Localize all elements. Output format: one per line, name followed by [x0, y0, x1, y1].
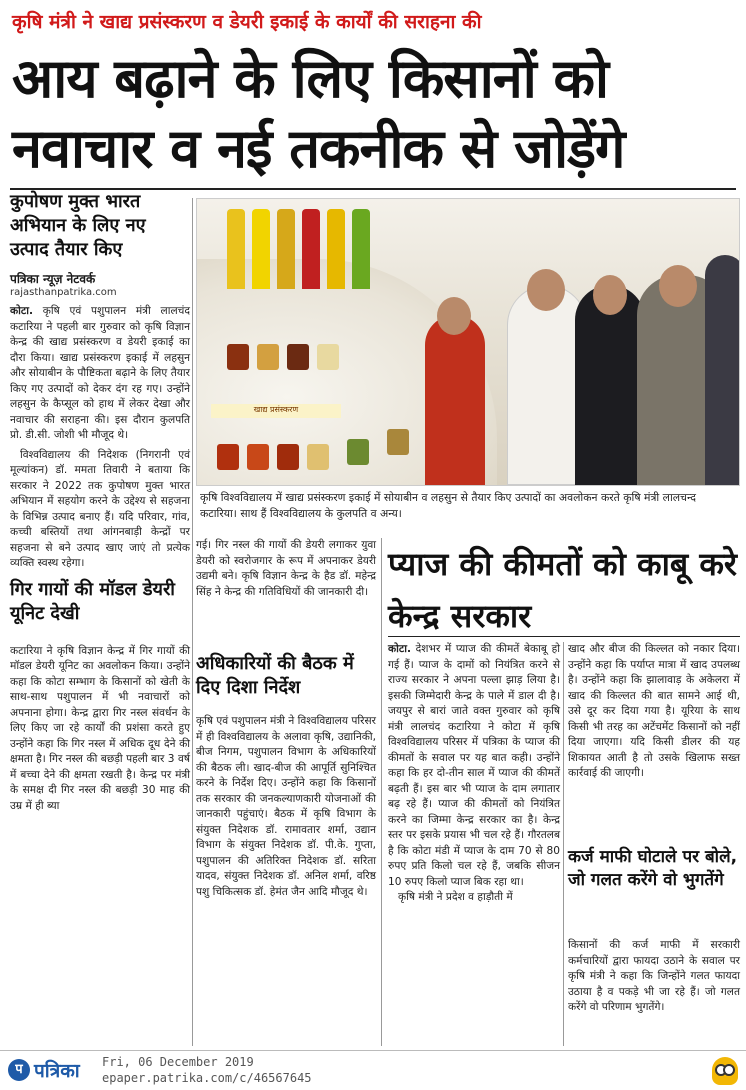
photo-person-head: [437, 297, 471, 335]
column-divider: [192, 198, 193, 1046]
onion-para-2: कृषि मंत्री ने प्रदेश व हाड़ौती में: [398, 891, 513, 903]
owl-mascot-icon: [712, 1057, 738, 1085]
photo-jar: [387, 429, 409, 455]
patrika-logo-icon: प: [8, 1059, 30, 1081]
left-subhead-2: गिर गायों की मॉडल डेयरी यूनिट देखी: [10, 578, 175, 624]
photo-bottle: [352, 209, 370, 289]
byline-url: rajasthanpatrika.com: [10, 287, 117, 298]
photo-person: [705, 255, 740, 485]
left-para-1: [10, 304, 190, 444]
photo-jar: [227, 344, 249, 370]
photo-caption: कृषि विश्वविद्यालय में खाद्य प्रसंस्करण इकाई में सोयाबीन व लहसुन से तैयार किए उत्पादों का अवलोकन करते कृषि मंत्री लालचन्द कटारिया। साथ हैं विश्वविद्यालय के कुलपति व अन्य।: [200, 491, 697, 520]
photo-bottle: [227, 209, 245, 289]
photo-person-head: [593, 275, 627, 315]
photo-jar: [317, 344, 339, 370]
photo-jar: [277, 444, 299, 470]
onion-headline: प्याज की कीमतों को काबू करे केन्द्र सरकार: [388, 545, 737, 635]
photo-bottle: [277, 209, 295, 289]
footer: [0, 1050, 746, 1090]
onion-col-2: खाद और बीज की किल्लत को नकार दिया। उन्होंने कहा कि पर्याप्त मात्रा में खाद उपलब्ध है। उन्होंने कहा कि झालावाड़ के अकेलरा में खाद की किल्लत की बात सामने आई थी, उसे दूर कर दिया गया है। यूरिया के साथ किसी भी तरह का अटेंचमेंट किसानों को नहीं दिया जाएगा। यदि किसी डीलर की यह शिकायत आती है तो उसके खिलाफ सख्त कार्रवाई की जाएगी।: [568, 643, 740, 779]
middle-para: कृषि एवं पशुपालन मंत्री ने विश्वविद्यालय परिसर में ही विश्वविद्यालय के अलावा कृषि, उद्यानिकी, बीज निगम, पशुपालन विभाग के अधिकारियों की बैठक ली। खाद-बीज की आपूर्ति सुनिश्चित करने के निर्देश दिए। उन्होंने कहा कि किसानों तक सरकार की जनकल्याणकारी योजनाओं की जानकारी पहुंचाएं। बैठक में कृषि विभाग के संयुक्त निदेशक डॉ. रामावतार शर्मा, उद्यान विभाग के संयुक्त निदेशक डॉ. पी.के. गुप्ता, पशुपालन की अतिरिक्त निदेशक डॉ. सरिता यादव, संयुक्त निदेशक डॉ. अनिल शर्मा, वरिष्ठ पशु चिकित्सक डॉ. हेमंत जैन आदि मौजूद थे।: [196, 715, 376, 898]
main-headline: [12, 44, 740, 184]
edition-date: Fri, 06 December 2019: [102, 1055, 254, 1069]
middle-para-cont: गई। गिर नस्ल की गायों की डेयरी लगाकर युवा डेयरी को स्वरोजगार के रूप में अपनाकर डेयरी उद्यमी बने। कृषि विज्ञान केन्द्र के हैड डॉ. महेन्द्र सिंह ने केन्द्र की गतिविधियों की जानकारी दी।: [196, 539, 376, 598]
photo-jar: [307, 444, 329, 470]
left-story: [10, 190, 190, 814]
middle-subhead: अधिकारियों की बैठक में दिए दिशा निर्देश: [196, 653, 354, 698]
byline: पत्रिका न्यूज़ नेटवर्क: [10, 272, 96, 286]
left-para-2: विश्वविद्यालय की निदेशक (निगरानी एवं मूल्यांकन) डॉ. ममता तिवारी ने बताया कि सरकार ने 2022 तक कुपोषण मुक्त भारत अभियान में सहयोग करने के उद्देश्य से सहजना के विभिन्न उत्पाद बनाए हैं। यदि परिवार, गांव, कच्ची बस्तियों तथा आंगनबाड़ी केन्द्रों पर सहजना से बने उत्पाद खाए जाएं तो प्रत्येक व्यक्ति स्वस्थ रहेगा।: [10, 448, 190, 569]
onion-para-1: देशभर में प्याज की कीमतें बेकाबू हो गई हैं। प्याज के दामों को नियंत्रित करने से राज्य सरकार ने अपना पल्ला झाड़ लिया है। इसकी जिम्मेदारी केन्द्र के पाले में डाल दी है। जयपुर से बारां जाते वक्त गुरुवार को कृषि मंत्री लालचंद कटारिया ने कोटा में कृषि विश्वविद्यालय परिसर में पत्रिका के प्याज की कीमतों के सवाल पर यह बात कही। उन्होंने कहा कि हर दो-तीन साल में प्याज की कीमतें बढ़ती हैं। इस बार भी प्याज के दाम लगातार बढ़ रहे हैं। प्याज की कीमतों को नियंत्रित करने का जिम्मा केन्द्र सरकार का है। केन्द्र स्तर पर इसके प्रयास भी चल रहे हैं। गौरतलब है कि कोटा मंडी में प्याज के दाम 70 से 80 रुपए प्रति किलो चल रहे हैं, जबकि सीजन 10 रुपए किलो प्याज बिक रहा था।: [388, 643, 560, 888]
onion-col-2b: किसानों की कर्ज माफी में सरकारी कर्मचारियों द्वारा फायदा उठाने के सवाल पर कृषि मंत्री ने कहा कि जिन्होंने गलत फायदा उठाया है व पकड़े भी जा रहे हैं। जो गलत करेंगे वो परिणाम भुगतेंगे।: [568, 939, 740, 1013]
onion-col-1: [388, 642, 560, 906]
left-subhead: कुपोषण मुक्त भारत अभियान के लिए नए उत्पाद तैयार किए: [10, 191, 146, 260]
epaper-url[interactable]: epaper.patrika.com/c/46567645: [102, 1071, 312, 1085]
photo-bottle: [327, 209, 345, 289]
photo-person: [425, 315, 485, 485]
photo-person: [575, 285, 645, 485]
left-para-3: कटारिया ने कृषि विज्ञान केन्द्र में गिर गायों की मॉडल डेयरी यूनिट का अवलोकन किया। उन्होंने कहा कि कोटा सम्भाग के किसानों को खेती के साथ-साथ पशुपालन में भी नवाचारों को अपनाना होगा। केन्द्र द्वारा गिर नस्ल संवर्धन के लिए किए जा रहे कार्यों की प्रशंसा करते हुए उन्होंने कहा कि गिर नस्ल में अधिक दूध देने की क्षमता है। गिर नस्ल की बछड़ी पहली बार 3 वर्ष में बच्चा देने की क्षमता रखती है। केन्द्र पर मंत्री के समक्ष दी गिर नस्ल की बछड़ी 30 माह की उम्र में ही ब्या: [10, 644, 190, 812]
news-photo: [196, 198, 740, 486]
column-divider: [563, 642, 564, 1046]
left-para-1-text: कृषि एवं पशुपालन मंत्री लालचंद कटारिया ने पहली बार गुरुवार को कृषि विज्ञान केन्द्र की खाद्य प्रसंस्करण व डेयरी इकाई का दौरा किया। खाद्य प्रसंस्करण इकाई में लहसुन और सोयाबीन के पौष्टिकता बढ़ाने के लिए तैयार किए गए उत्पादों को देकर दंग रह गए। उन्होंने लहसुन के कैप्सूल को हाथ में लेकर देखा और नवाचार की सराहना की। इस दौरान कुलपति प्रो. डी.सी. जोशी भी मौजूद थे।: [10, 305, 190, 441]
photo-jar: [257, 344, 279, 370]
photo-jar: [347, 439, 369, 465]
patrika-logo-text: पत्रिका: [34, 1060, 80, 1082]
kicker-line: कृषि मंत्री ने खाद्य प्रसंस्करण व डेयरी इकाई के कार्यों की सराहना की: [12, 11, 482, 33]
photo-sign: खाद्य प्रसंस्करण: [211, 404, 341, 418]
photo-person-head: [527, 269, 565, 311]
dateline: कोटा.: [388, 643, 411, 655]
photo-bottle: [302, 209, 320, 289]
onion-rule: [388, 636, 740, 637]
photo-jar: [247, 444, 269, 470]
epaper-info: [102, 1054, 312, 1086]
headline-line-2: नवाचार व नई तकनीक से जोड़ेंगे: [12, 117, 625, 180]
photo-bottle: [252, 209, 270, 289]
photo-person-head: [659, 265, 697, 307]
photo-jar: [287, 344, 309, 370]
column-divider: [381, 538, 382, 1046]
headline-line-1: आय बढ़ाने के लिए किसानों को: [12, 47, 608, 110]
onion-subhead: कर्ज माफी घोटाले पर बोले, जो गलत करेंगे वो भुगतेंगे: [568, 847, 738, 890]
photo-jar: [217, 444, 239, 470]
dateline: कोटा.: [10, 305, 33, 317]
